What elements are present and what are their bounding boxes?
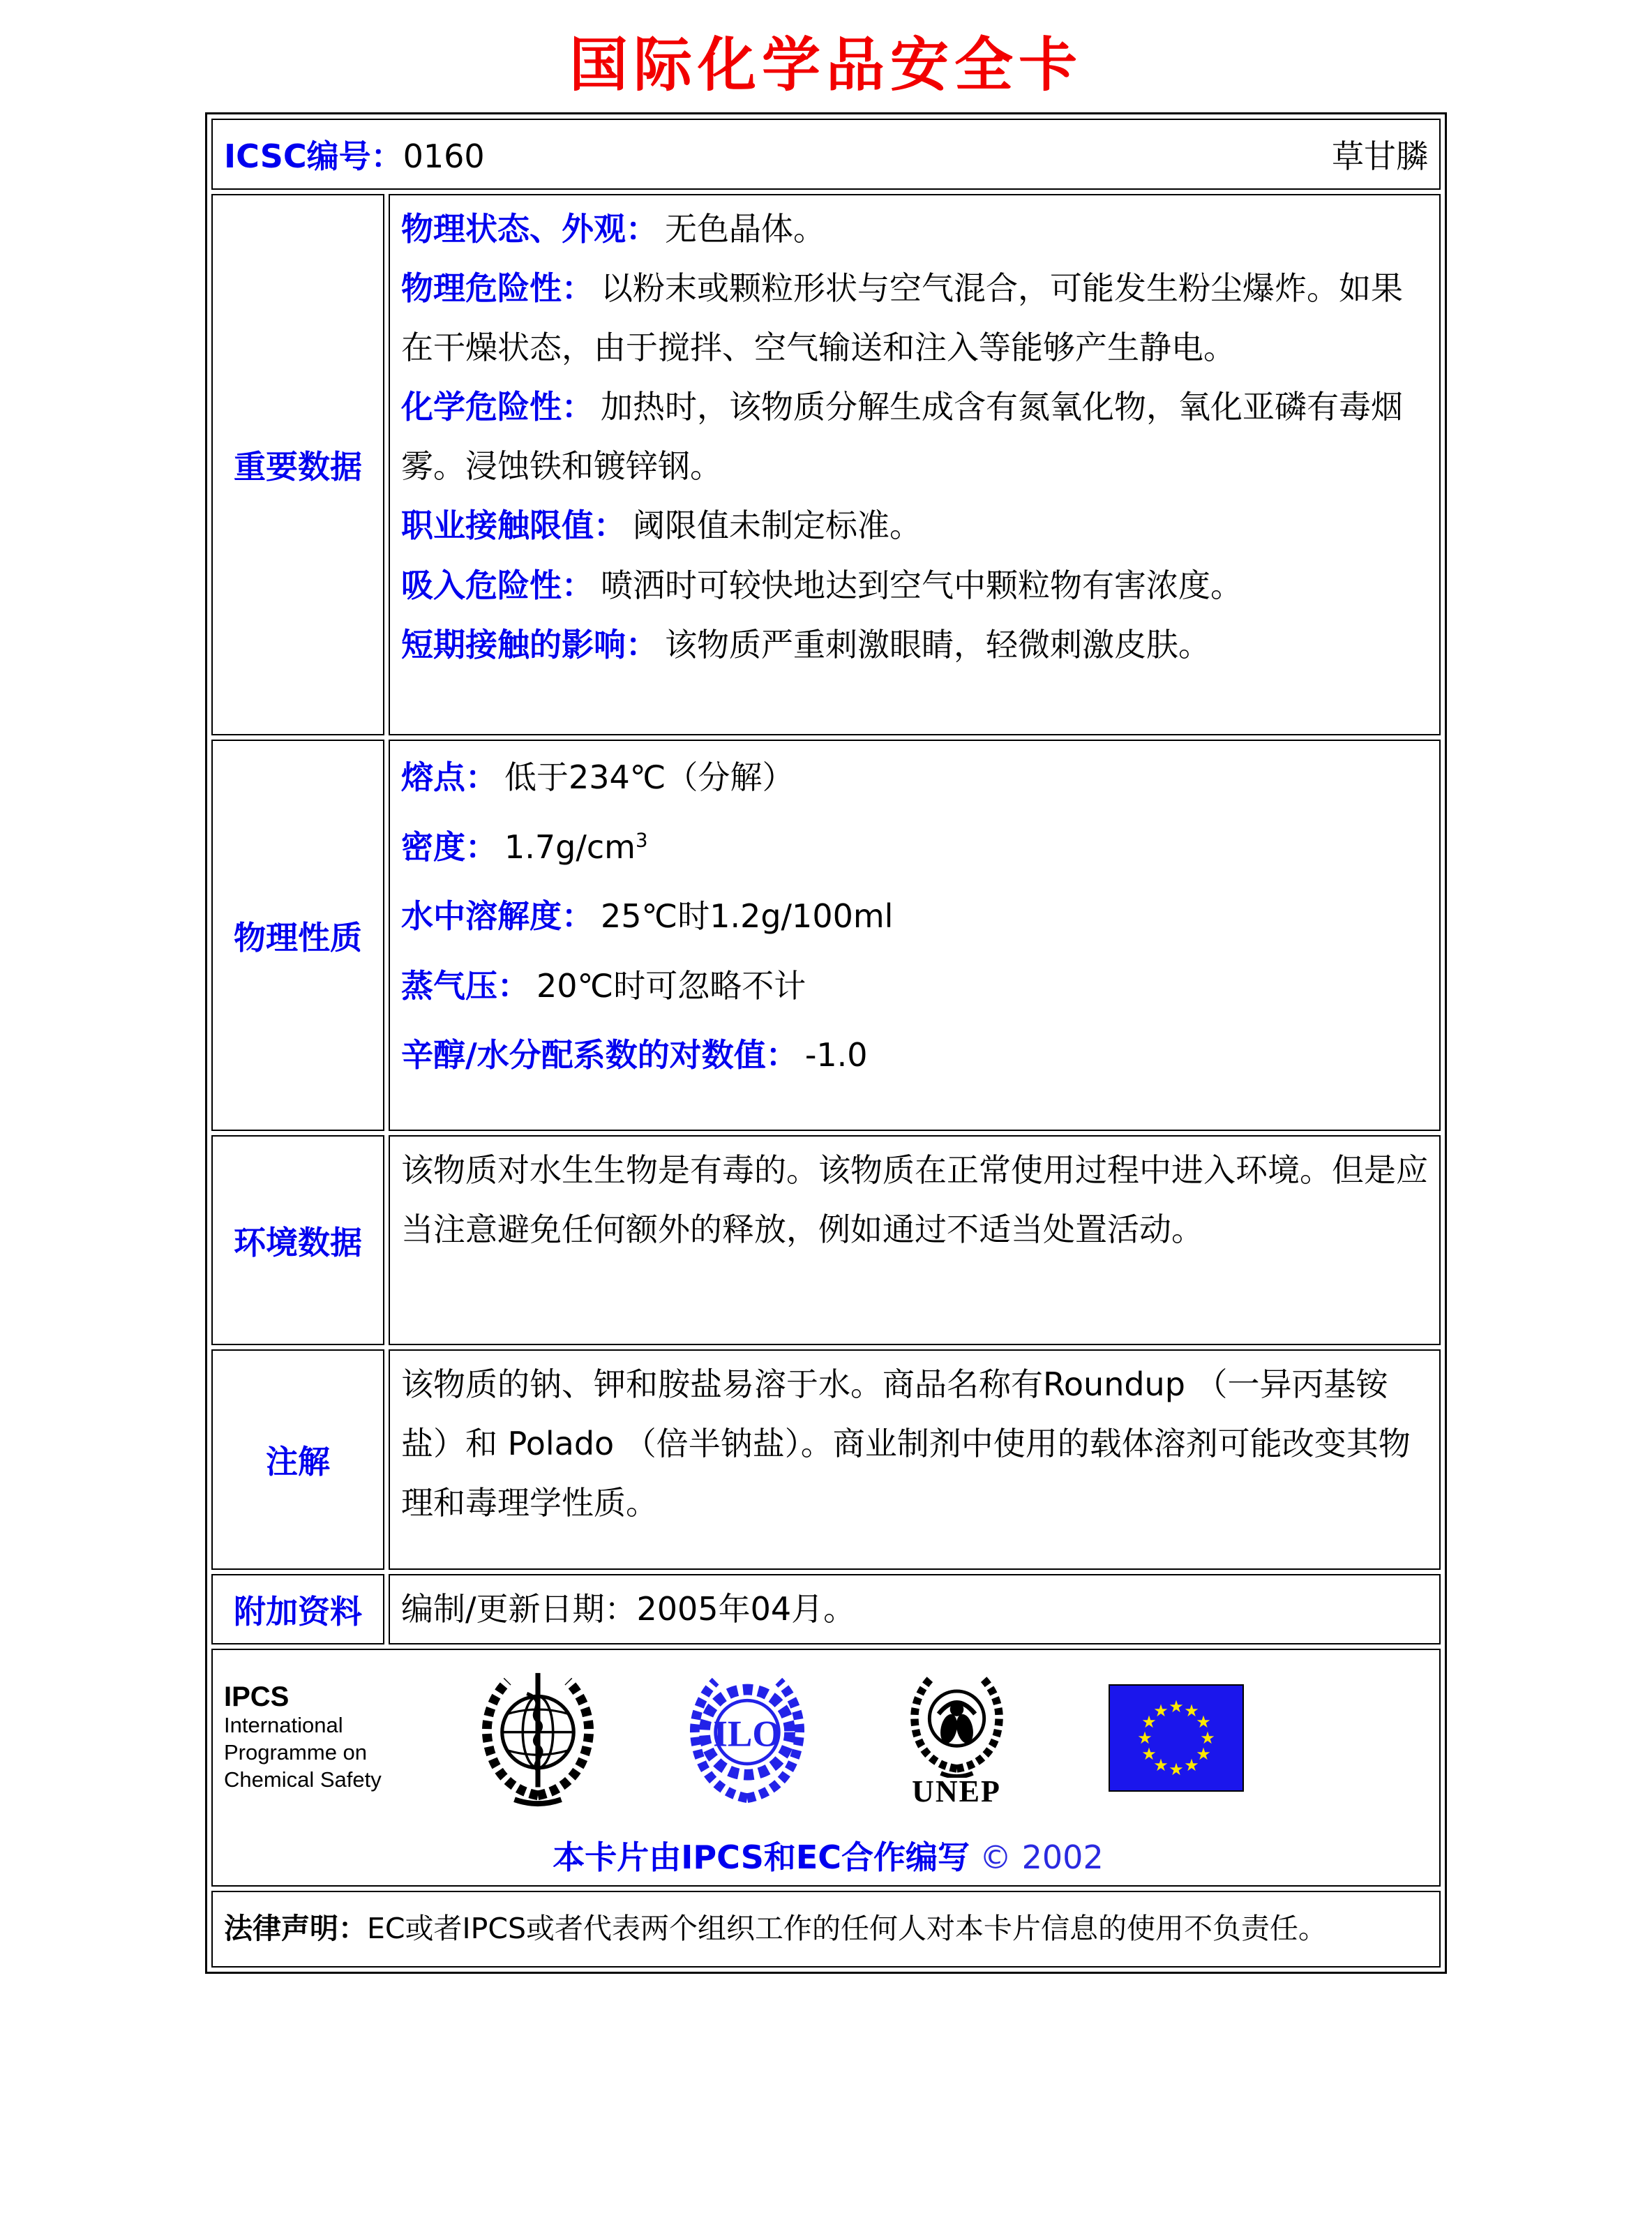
section-content-physical-properties: [389, 740, 1441, 1131]
field-label: 蒸气压：: [401, 966, 530, 1005]
field-label: 密度：: [401, 827, 497, 866]
ipcs-line-2: Programme on: [224, 1740, 368, 1765]
logos-row-cell: [211, 1649, 1441, 1887]
property-line: [401, 1030, 1428, 1081]
superscript: 3: [635, 828, 648, 852]
field-value: 该物质严重刺激眼睛，轻微刺激皮肤。: [665, 625, 1210, 664]
data-line: [401, 259, 1428, 377]
svg-text:★: ★: [1184, 1700, 1199, 1721]
section-content-notes: 该物质的钠、钾和胺盐易溶于水。商品名称有Roundup （一异丙基铵盐）和 Polado （倍半钠盐）。商业制剂中使用的载体溶剂可能改变其物理和毒理学性质。: [389, 1349, 1441, 1570]
field-value: 20℃时可忽略不计: [536, 966, 806, 1005]
field-value: 25℃时1.2g/100ml: [601, 897, 894, 936]
svg-text:★: ★: [1169, 1759, 1184, 1779]
svg-text:ILO: ILO: [713, 1713, 781, 1755]
field-value: 以粉末或颗粒形状与空气混合，可能发生粉尘爆炸。如果在干燥状态，由于搅拌、空气输送和注入等能够产生静电。: [401, 269, 1403, 367]
field-value: 加热时，该物质分解生成含有氮氧化物，氧化亚磷有毒烟雾。浸蚀铁和镀锌钢。: [401, 388, 1403, 486]
legal-row: [211, 1891, 1441, 1968]
field-value: 低于234℃（分解）: [504, 758, 795, 796]
credit-text: 本卡片由IPCS和EC合作编写: [553, 1838, 970, 1877]
credit-copyright: © 2002: [979, 1838, 1104, 1877]
icsc-card-table: [205, 112, 1447, 1974]
section-content-additional-info: 编制/更新日期：2005年04月。: [389, 1574, 1441, 1644]
page-title: 国际化学品安全卡: [569, 31, 1083, 99]
field-label: 辛醇/水分配系数的对数值：: [401, 1036, 798, 1074]
ipcs-line-1: International: [224, 1713, 343, 1738]
field-value: 1.7g/cm: [504, 827, 636, 866]
unep-logo: [852, 1666, 1061, 1809]
svg-text:★: ★: [1137, 1728, 1152, 1748]
legal-text: EC或者IPCS或者代表两个组织工作的任何人对本卡片信息的使用不负责任。: [367, 1912, 1327, 1946]
field-label: 短期接触的影响：: [401, 625, 658, 664]
svg-text:★: ★: [1141, 1711, 1157, 1732]
legal-label: 法律声明：: [224, 1912, 367, 1946]
unep-logo-icon: [899, 1666, 1014, 1778]
property-line: [401, 822, 1428, 874]
field-value: -1.0: [804, 1036, 868, 1074]
icsc-number: [224, 131, 485, 177]
section-label-important-data: 重要数据: [211, 194, 384, 735]
property-line: [401, 891, 1428, 943]
ilo-logo-icon: [677, 1666, 817, 1809]
section-content-important-data: [389, 194, 1441, 735]
logos-row: [224, 1663, 1432, 1813]
field-label: 职业接触限值：: [401, 507, 626, 545]
who-logo: [433, 1666, 643, 1809]
field-value: 无色晶体。: [665, 210, 825, 248]
eu-flag: [1061, 1684, 1291, 1792]
data-line: [401, 377, 1428, 496]
section-label-additional-info: 附加资料: [211, 1574, 384, 1644]
svg-text:★: ★: [1184, 1755, 1199, 1775]
svg-text:★: ★: [1196, 1711, 1211, 1732]
ipcs-text-block: [224, 1681, 433, 1793]
field-label: 水中溶解度：: [401, 897, 594, 936]
property-line: [401, 961, 1428, 1012]
svg-text:★: ★: [1153, 1755, 1169, 1775]
field-label: 吸入危险性：: [401, 566, 594, 604]
eu-flag-icon: [1109, 1684, 1244, 1792]
field-label: 熔点：: [401, 758, 497, 796]
ipcs-line-3: Chemical Safety: [224, 1767, 382, 1792]
field-value: 阈限值未制定标准。: [633, 507, 922, 545]
ilo-logo: [643, 1666, 852, 1809]
who-logo-icon: [468, 1666, 608, 1809]
svg-text:★: ★: [1200, 1728, 1215, 1748]
section-label-environmental-data: 环境数据: [211, 1135, 384, 1345]
field-value: 喷洒时可较快地达到空气中颗粒物有害浓度。: [601, 566, 1242, 604]
section-content-environmental-data: 该物质对水生生物是有毒的。该物质在正常使用过程中进入环境。但是应当注意避免任何额外的释放，例如通过不适当处置活动。: [389, 1135, 1441, 1345]
icsc-number-value: 0160: [403, 137, 485, 175]
card-header-row: [211, 119, 1441, 190]
section-label-physical-properties: 物理性质: [211, 740, 384, 1131]
chemical-name: 草甘膦: [1332, 137, 1428, 175]
credit-line: [224, 1832, 1432, 1878]
data-line: [401, 615, 1428, 675]
svg-text:★: ★: [1141, 1744, 1157, 1764]
section-label-notes: 注解: [211, 1349, 384, 1570]
svg-text:★: ★: [1153, 1700, 1169, 1721]
data-line: [401, 556, 1428, 615]
svg-text:★: ★: [1169, 1696, 1184, 1716]
property-line: [401, 752, 1428, 804]
data-line: [401, 496, 1428, 555]
ipcs-acronym: IPCS: [224, 1681, 290, 1713]
icsc-number-label: ICSC编号：: [224, 137, 403, 175]
field-label: 物理危险性：: [401, 269, 594, 308]
svg-text:★: ★: [1196, 1744, 1211, 1764]
data-line: [401, 200, 1428, 259]
unep-label: UNEP: [912, 1774, 1001, 1809]
field-label: 物理状态、外观：: [401, 210, 658, 248]
field-label: 化学危险性：: [401, 388, 594, 426]
